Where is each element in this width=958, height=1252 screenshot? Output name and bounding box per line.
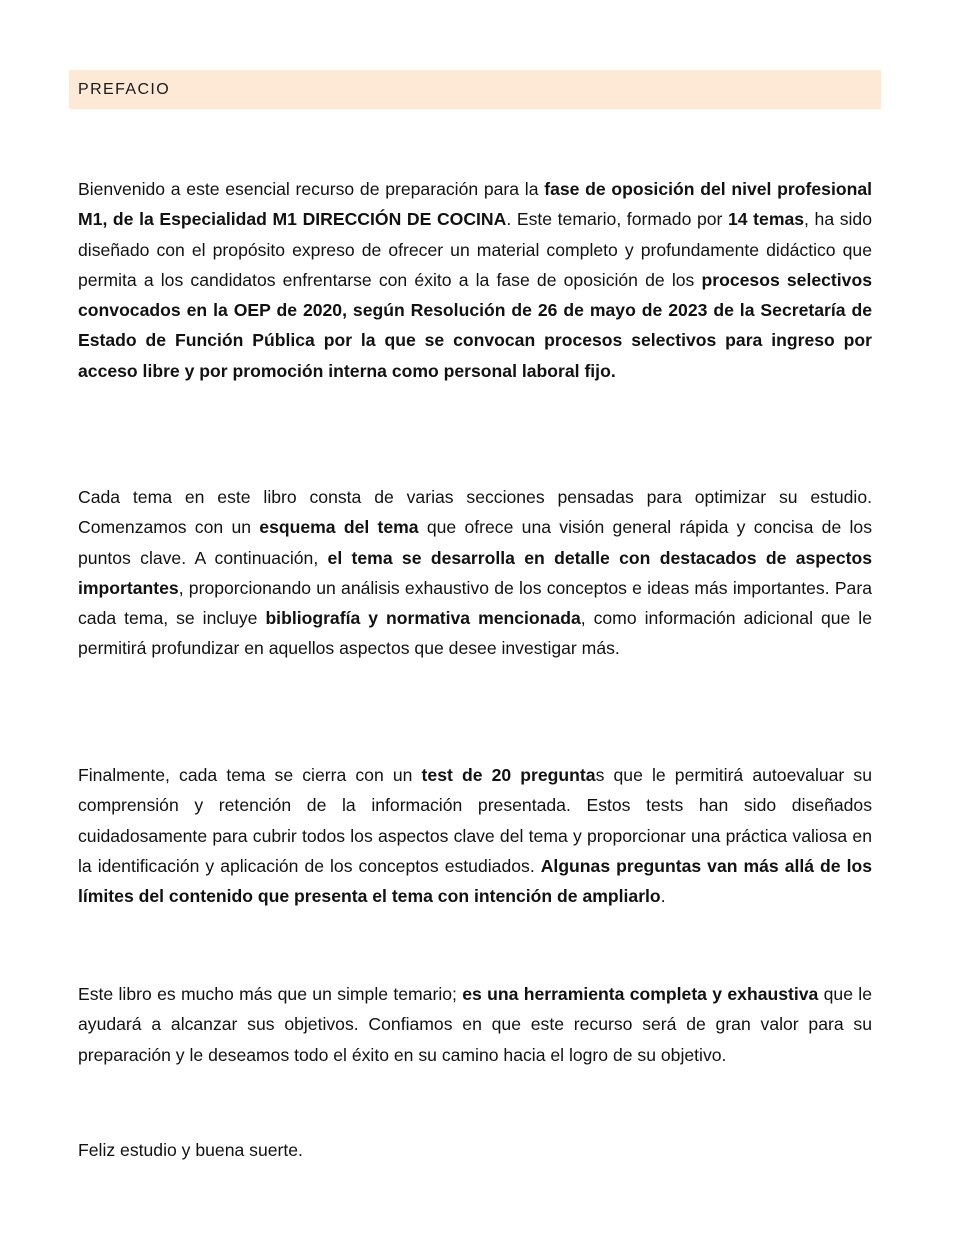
- bold-text-run: 14 temas: [728, 209, 805, 230]
- text-run: . Este temario, formado por: [506, 209, 728, 230]
- text-run: s que le permitirá autoevaluar su comprensión y retención de la información presentada. Estos tests han sido diseñados cuidadosamente para cubrir todos los aspectos clave del tema y proporcionar una práctica valiosa en la identificación y aplicación de los conceptos estudiados.: [78, 765, 872, 876]
- text-run: Cada tema en este libro consta de varias secciones pensadas para optimizar su estudio. Comenzamos con un: [78, 487, 872, 538]
- text-run: que le ayudará a alcanzar sus objetivos. Confiamos en que este recurso será de gran valor para su preparación y le deseamos todo el éxito en su camino hacia el logro de su objetivo.: [78, 984, 873, 1065]
- bold-text-run: bibliografía y normativa mencionada: [265, 608, 581, 629]
- paragraph-intro: [78, 174, 872, 386]
- section-header-band: [69, 70, 881, 109]
- bold-text-run: el tema se desarrolla en detalle con destacados de aspectos importantes: [78, 547, 873, 598]
- bold-text-run: es una herramienta completa y exhaustiva: [462, 984, 819, 1004]
- bold-text-run: procesos selectivos convocados en la OEP de 2020, según Resolución de 26 de mayo de 2023 de la Secretaría de Estado de Función Pública por la que se convocan procesos selectivos para ingreso por acceso libre y por promoción interna como personal laboral fijo.: [78, 269, 872, 381]
- text-run: , proporcionando un análisis exhaustivo de los conceptos e ideas más importantes. Para cada tema, se incluye: [78, 577, 872, 629]
- bold-text-run: esquema del tema: [259, 517, 419, 538]
- paragraph-structure: [78, 482, 872, 664]
- text-run: , ha sido diseñado con el propósito expreso de ofrecer un material completo y profundamente didáctico que permita a los candidatos enfrentarse con éxito a la fase de oposición de los: [78, 209, 872, 290]
- text-run: Este libro es mucho más que un simple temario;: [78, 984, 463, 1004]
- section-title: PREFACIO: [78, 80, 171, 98]
- text-run: .: [660, 886, 666, 907]
- text-run: , como información adicional que le permitirá profundizar en aquellos aspectos que desee investigar más.: [78, 608, 872, 659]
- bold-text-run: Algunas preguntas van más allá de los límites del contenido que presenta el tema con intención de ampliarlo: [78, 855, 873, 907]
- text-run: Feliz estudio y buena suerte.: [78, 1140, 303, 1160]
- text-run: que ofrece una visión general rápida y concisa de los puntos clave. A continuación,: [78, 517, 872, 568]
- paragraph-closing: [78, 979, 872, 1070]
- text-run: Bienvenido a este esencial recurso de preparación para la: [78, 179, 545, 199]
- paragraph-tests: [78, 760, 872, 911]
- paragraph-farewell: [78, 1135, 872, 1165]
- bold-text-run: test de 20 pregunta: [421, 765, 596, 785]
- bold-text-run: fase de oposición del nivel profesional M1, de la Especialidad M1 DIRECCIÓN DE COCINA: [78, 179, 872, 230]
- text-run: Finalmente, cada tema se cierra con un: [78, 765, 422, 785]
